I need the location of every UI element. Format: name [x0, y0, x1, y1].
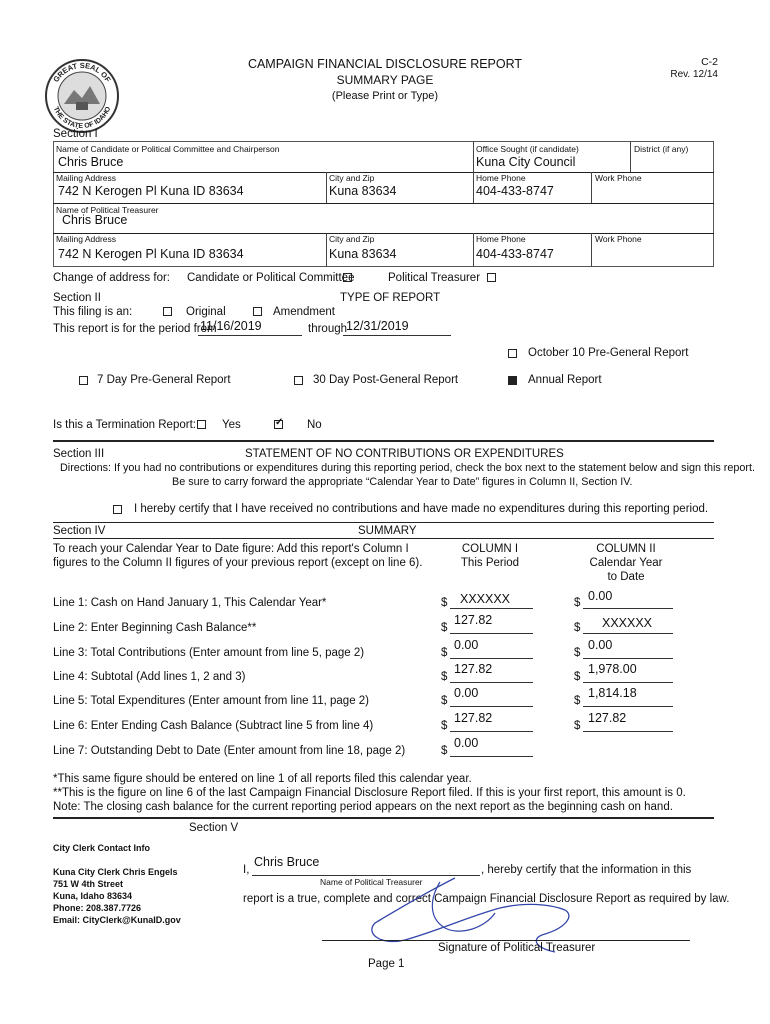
district-label: District (if any) [634, 144, 689, 154]
section-3-directions-1: Directions: If you had no contributions or expenditures during this reporting period, check the box next to the statement below and sign this report. [60, 462, 755, 474]
currency-symbol: $ [441, 671, 448, 683]
section-1-heading: Section I [53, 128, 98, 140]
line-2-column-2-field[interactable]: XXXXXX [601, 616, 653, 630]
currency-symbol: $ [574, 622, 581, 634]
home-phone-label: Home Phone [476, 173, 526, 183]
contact-line: Phone: 208.387.7726 [53, 903, 142, 913]
summary-intro-1: To reach your Calendar Year to Date figure: Add this report's Column I [53, 543, 409, 555]
line-5-column-2-field[interactable]: 1,814.18 [588, 686, 637, 700]
home-phone-field[interactable]: 404-433-8747 [476, 184, 554, 198]
column-2-subheading-2: to Date [607, 571, 645, 583]
line-1-column-2-field[interactable]: 0.00 [588, 589, 613, 603]
currency-symbol: $ [574, 720, 581, 732]
original-label: Original [186, 306, 226, 318]
treasurer-city-zip-label: City and Zip [329, 234, 375, 244]
footnote-1: *This same figure should be entered on line 1 of all reports filed this calendar year. [53, 773, 472, 785]
currency-symbol: $ [574, 671, 581, 683]
certify-tail-text: , hereby certify that the information in this [481, 864, 692, 876]
october-10-label: October 10 Pre-General Report [528, 347, 689, 359]
state-seal [44, 58, 120, 134]
currency-symbol: $ [441, 597, 448, 609]
contact-line: 751 W 4th Street [53, 879, 124, 889]
line-3-column-2-field[interactable]: 0.00 [588, 638, 613, 652]
city-zip-label: City and Zip [329, 173, 375, 183]
work-phone-field[interactable] [595, 183, 711, 201]
treasurer-work-phone-label: Work Phone [595, 234, 642, 244]
summary-line-label: Line 5: Total Expenditures (Enter amount from line 11, page 2) [53, 695, 370, 707]
certify-statement: report is a true, complete and correct Campaign Financial Disclosure Report as required by law. [243, 893, 730, 905]
currency-symbol: $ [574, 647, 581, 659]
treasurer-name-label: Name of Political Treasurer [56, 205, 159, 215]
annual-report-checkbox[interactable] [508, 376, 517, 385]
line-2-column-1-field[interactable]: 127.82 [454, 613, 493, 627]
treasurer-name-field[interactable]: Chris Bruce [62, 213, 128, 227]
pre-general-7-day-checkbox[interactable] [79, 376, 88, 385]
contact-email-link[interactable]: Email: CityClerk@KunaID.gov [53, 915, 181, 925]
summary-line-label: Line 1: Cash on Hand January 1, This Calendar Year* [53, 597, 327, 609]
report-subtitle: SUMMARY PAGE [336, 73, 434, 87]
certify-i-label: I, [243, 864, 250, 876]
section-3-directions-2: Be sure to carry forward the appropriate “Calendar Year to Date” figures in Column II, Section IV. [172, 476, 633, 488]
city-zip-field[interactable]: Kuna 83634 [329, 184, 397, 198]
mailing-address-label: Mailing Address [56, 173, 117, 183]
seal-text-top: GREAT SEAL OF [51, 60, 113, 84]
line-6-column-2-field[interactable]: 127.82 [588, 711, 627, 725]
section-4-heading: Section IV [53, 525, 106, 537]
filing-type-label: This filing is an: [53, 306, 133, 318]
summary-intro-2: figures to the Column II figures of your previous report (except on line 6). [53, 557, 423, 569]
office-sought-field[interactable]: Kuna City Council [476, 155, 576, 169]
line-7-column-1-field[interactable]: 0.00 [454, 736, 479, 750]
report-title: CAMPAIGN FINANCIAL DISCLOSURE REPORT [247, 57, 523, 71]
treasurer-work-phone-field[interactable] [595, 246, 711, 264]
form-revision: Rev. 12/14 [670, 69, 718, 80]
pre-general-7-day-label: 7 Day Pre-General Report [97, 374, 231, 386]
annual-report-label: Annual Report [528, 374, 602, 386]
seal-text-bottom: THE STATE OF IDAHO [51, 105, 113, 131]
change-candidate-checkbox[interactable] [343, 273, 352, 282]
treasurer-home-phone-label: Home Phone [476, 234, 526, 244]
termination-yes-label: Yes [222, 419, 241, 431]
original-checkbox[interactable] [163, 307, 172, 316]
post-general-30-day-checkbox[interactable] [294, 376, 303, 385]
termination-no-checkbox[interactable] [274, 420, 283, 429]
contact-line: Kuna, Idaho 83634 [53, 891, 133, 901]
amendment-label: Amendment [273, 306, 336, 318]
form-code: C-2 [701, 56, 718, 68]
period-to-field[interactable]: 12/31/2019 [346, 319, 409, 333]
summary-line-label: Line 6: Enter Ending Cash Balance (Subtract line 5 from line 4) [53, 720, 374, 732]
footnote-3: Note: The closing cash balance for the current reporting period appears on the next report as the beginning cash on hand. [53, 801, 673, 813]
treasurer-home-phone-field[interactable]: 404-433-8747 [476, 247, 554, 261]
post-general-30-day-label: 30 Day Post-General Report [313, 374, 459, 386]
line-6-column-1-field[interactable]: 127.82 [454, 711, 493, 725]
column-1-subheading: This Period [460, 557, 520, 569]
line-3-column-1-field[interactable]: 0.00 [454, 638, 479, 652]
section-3-heading: Section III [53, 448, 105, 460]
treasurer-name-certify-field[interactable]: Chris Bruce [254, 855, 320, 869]
change-candidate-label: Candidate or Political Committee [187, 272, 355, 284]
line-4-column-2-field[interactable]: 1,978.00 [588, 662, 637, 676]
city-clerk-contact-title: City Clerk Contact Info [53, 843, 151, 853]
termination-label: Is this a Termination Report: [53, 419, 196, 431]
currency-symbol: $ [574, 597, 581, 609]
change-treasurer-checkbox[interactable] [487, 273, 496, 282]
signature-caption: Signature of Political Treasurer [438, 942, 596, 954]
line-5-column-1-field[interactable]: 0.00 [454, 686, 479, 700]
period-label: This report is for the period from [53, 323, 217, 335]
currency-symbol: $ [441, 720, 448, 732]
currency-symbol: $ [441, 695, 448, 707]
change-address-label: Change of address for: [53, 272, 170, 284]
october-10-checkbox[interactable] [508, 349, 517, 358]
through-label: through [308, 323, 348, 335]
termination-no-label: No [307, 419, 322, 431]
section-2-heading: Section II [53, 292, 101, 304]
summary-line-label: Line 2: Enter Beginning Cash Balance** [53, 622, 257, 634]
footnote-2: **This is the figure on line 6 of the last Campaign Financial Disclosure Report filed. If this is your first report, this amount is 0. [53, 787, 686, 799]
termination-yes-checkbox[interactable] [197, 420, 206, 429]
candidate-name-field[interactable]: Chris Bruce [58, 155, 124, 169]
summary-line-label: Line 3: Total Contributions (Enter amount from line 5, page 2) [53, 647, 365, 659]
section-3-title: STATEMENT OF NO CONTRIBUTIONS OR EXPENDITURES [245, 448, 564, 460]
treasurer-city-zip-field[interactable]: Kuna 83634 [329, 247, 397, 261]
mailing-address-field[interactable]: 742 N Kerogen Pl Kuna ID 83634 [58, 184, 244, 198]
currency-symbol: $ [441, 745, 448, 757]
section-5-heading: Section V [189, 822, 239, 834]
no-activity-certify-label: I hereby certify that I have received no contributions and have made no expenditures during this reporting period. [134, 503, 709, 515]
treasurer-mailing-field[interactable]: 742 N Kerogen Pl Kuna ID 83634 [58, 247, 244, 261]
report-instructions: (Please Print or Type) [331, 90, 439, 102]
currency-symbol: $ [441, 647, 448, 659]
line-4-column-1-field[interactable]: 127.82 [454, 662, 493, 676]
amendment-checkbox[interactable] [253, 307, 262, 316]
work-phone-label: Work Phone [595, 173, 642, 183]
page-number: Page 1 [368, 958, 405, 970]
name-caption: Name of Political Treasurer [320, 877, 423, 887]
treasurer-mailing-label: Mailing Address [56, 234, 117, 244]
summary-line-label: Line 7: Outstanding Debt to Date (Enter amount from line 18, page 2) [53, 745, 406, 757]
candidate-name-label: Name of Candidate or Political Committee and Chairperson [56, 144, 280, 154]
district-field[interactable] [634, 154, 712, 170]
currency-symbol: $ [441, 622, 448, 634]
no-activity-certify-checkbox[interactable] [113, 505, 122, 514]
column-1-heading: COLUMN I [461, 543, 519, 555]
contact-line: Kuna City Clerk Chris Engels [53, 867, 178, 877]
office-sought-label: Office Sought (if candidate) [476, 144, 579, 154]
change-treasurer-label: Political Treasurer [388, 272, 481, 284]
currency-symbol: $ [574, 695, 581, 707]
period-from-field[interactable]: 11/16/2019 [200, 319, 262, 333]
line-1-column-1-field[interactable]: XXXXXX [459, 592, 511, 606]
type-of-report-heading: TYPE OF REPORT [340, 292, 441, 304]
summary-title: SUMMARY [358, 525, 417, 537]
column-2-heading: COLUMN II [596, 543, 656, 555]
summary-line-label: Line 4: Subtotal (Add lines 1, 2 and 3) [53, 671, 246, 683]
column-2-subheading: Calendar Year [589, 557, 663, 569]
